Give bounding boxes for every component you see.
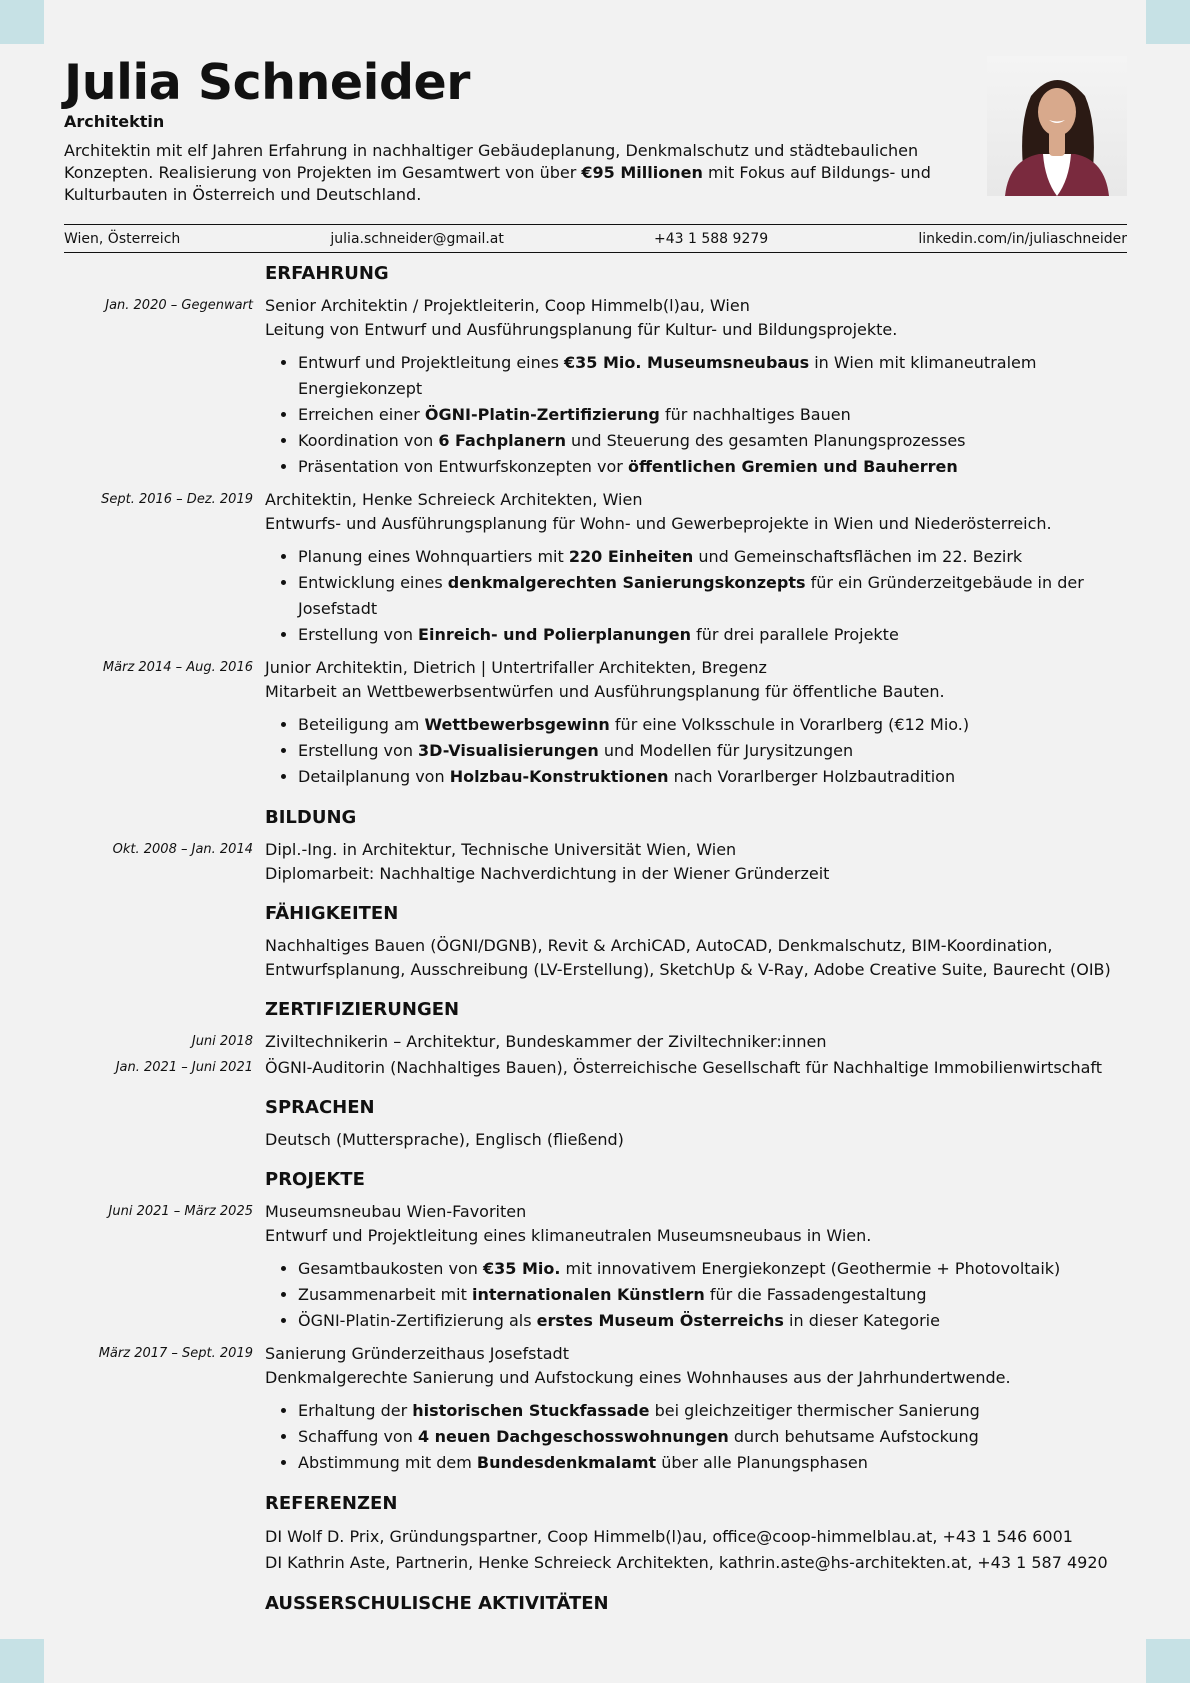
experience-section [64,262,1127,790]
text-run: Gesamtbaukosten von [298,1259,483,1278]
text-run: Schaffung von [298,1427,418,1446]
projects-list [64,1200,1127,1476]
highlight-text: €95 Millionen [581,163,703,182]
entry-row [64,488,1127,648]
highlight-text: denkmalgerechten Sanierungskonzepts [447,573,806,592]
highlight-text: historischen Stuckfassade [412,1401,650,1420]
profile-photo [987,56,1127,196]
text-run: Architektin mit elf Jahren Erfahrung in nachhaltiger Gebäudeplanung, Denkmalschutz und städtebaulichen Konzepten. Realisierung von Projekten im Gesamtwert von über [64,141,919,182]
bullet-list [265,350,1127,480]
bullet-item [298,1450,1127,1476]
bullet-item [298,764,1127,790]
certification-text: Ziviltechnikerin – Architektur, Bundeskammer der Ziviltechniker:innen [265,1032,827,1051]
contact-linkedin[interactable]: linkedin.com/in/juliaschneider [918,230,1127,247]
highlight-text: öffentlichen Gremien und Bauherren [627,457,958,476]
highlight-text: internationalen Künstlern [471,1285,705,1304]
entry-heading: Junior Architektin, Dietrich | Untertrifaller Architekten, Bregenz [265,658,767,677]
text-run: und Steuerung des gesamten Planungsprozesses [565,431,966,450]
bullet-item [298,570,1127,622]
text-run: für eine Volksschule in Vorarlberg (€12 Mio.) [609,715,970,734]
activities-section [64,1592,1127,1616]
text-run: Erstellung von [298,625,419,644]
bullet-item [298,738,1127,764]
text-run: für ein Gründerzeitgebäude in der Josefstadt [298,573,1084,618]
entry-row [64,1200,1127,1334]
bullet-item [298,402,1127,428]
highlight-text: €35 Mio. Museumsneubaus [564,353,810,372]
section-title: AUSSERSCHULISCHE AKTIVITÄTEN [265,1593,609,1614]
highlight-text: €35 Mio. [483,1259,561,1278]
section-title: BILDUNG [265,807,357,828]
bullet-item [298,1256,1127,1282]
text-run: Zusammenarbeit mit [298,1285,472,1304]
entry-body [265,294,1127,480]
highlight-text: Bundesdenkmalamt [476,1453,657,1472]
contact-phone[interactable]: +43 1 588 9279 [654,230,769,247]
highlight-text: Holzbau-Konstruktionen [449,767,669,786]
section-title: FÄHIGKEITEN [265,903,399,924]
skills-section [64,902,1127,982]
section-title: REFERENZEN [265,1493,398,1514]
entry-date: Juni 2021 – März 2025 [108,1204,253,1219]
projects-section [64,1168,1127,1476]
education-section [64,806,1127,886]
entry-row [64,294,1127,480]
certifications-section [64,998,1127,1080]
section-title: SPRACHEN [265,1097,375,1118]
entry-body [265,1342,1127,1476]
entry-body [265,488,1127,648]
contact-bar [64,224,1127,253]
text-run: Entwicklung eines [298,573,448,592]
corner-decoration [0,0,44,44]
entry-body [265,838,1127,886]
entry-description: Entwurf und Projektleitung eines klimaneutralen Museumsneubaus in Wien. [265,1226,872,1245]
entry-row [64,1342,1127,1476]
bullet-list [265,712,1127,790]
entry-heading: Architektin, Henke Schreieck Architekten, Wien [265,490,643,509]
entry-date: Jan. 2020 – Gegenwart [105,298,253,313]
text-run: Planung eines Wohnquartiers mit [298,547,569,566]
text-run: in dieser Kategorie [783,1311,940,1330]
entry-heading: Sanierung Gründerzeithaus Josefstadt [265,1344,569,1363]
highlight-text: erstes Museum Österreichs [536,1311,784,1330]
entry-date: März 2017 – Sept. 2019 [98,1346,253,1361]
profile-summary [64,140,964,206]
contact-location: Wien, Österreich [64,230,181,247]
text-run: und Gemeinschaftsflächen im 22. Bezirk [693,547,1023,566]
bullet-item [298,1398,1127,1424]
entry-heading: Museumsneubau Wien-Favoriten [265,1202,527,1221]
bullet-list [265,1256,1127,1334]
references-list [64,1524,1127,1576]
corner-decoration [0,1639,44,1683]
certification-text: ÖGNI-Auditorin (Nachhaltiges Bauen), Österreichische Gesellschaft für Nachhaltige Immobilienwirtschaft [265,1058,1103,1077]
entry-date: Okt. 2008 – Jan. 2014 [112,842,253,857]
candidate-role: Architektin [64,112,165,131]
entry-row [64,656,1127,790]
bullet-item [298,428,1127,454]
portrait-illustration [987,56,1127,196]
text-run: mit innovativem Energiekonzept (Geothermie + Photovoltaik) [560,1259,1061,1278]
text-run: und Modellen für Jurysitzungen [598,741,854,760]
entry-description: Entwurfs- und Ausführungsplanung für Wohn- und Gewerbeprojekte in Wien und Niederösterreich. [265,514,1052,533]
text-run: bei gleichzeitiger thermischer Sanierung [649,1401,980,1420]
entry-description: Leitung von Entwurf und Ausführungsplanung für Kultur- und Bildungsprojekte. [265,320,898,339]
resume-header [64,54,1127,204]
text-run: für nachhaltiges Bauen [659,405,851,424]
bullet-item [298,712,1127,738]
entry-description: Diplomarbeit: Nachhaltige Nachverdichtung in der Wiener Gründerzeit [265,864,830,883]
section-title: ZERTIFIZIERUNGEN [265,999,460,1020]
corner-decoration [1146,0,1190,44]
text-run: Detailplanung von [298,767,450,786]
bullet-item [298,454,1127,480]
highlight-text: ÖGNI-Platin-Zertifizierung [424,405,660,424]
highlight-text: Wettbewerbsgewinn [424,715,610,734]
text-run: Erreichen einer [298,405,425,424]
text-run: Erstellung von [298,741,419,760]
contact-email[interactable]: julia.schneider@gmail.at [330,230,504,247]
text-run: über alle Planungsphasen [656,1453,868,1472]
resume-content [64,262,1127,1632]
text-run: Koordination von [298,431,439,450]
highlight-text: 220 Einheiten [568,547,694,566]
text-run: mit Fokus auf Bildungs- und Kulturbauten in Österreich und Deutschland. [64,163,931,204]
highlight-text: 6 Fachplanern [438,431,566,450]
highlight-text: Einreich- und Polierplanungen [418,625,691,644]
text-run: Präsentation von Entwurfskonzepten vor [298,457,628,476]
certification-row [64,1056,1127,1080]
bullet-item [298,622,1127,648]
bullet-item [298,544,1127,570]
entry-description: Denkmalgerechte Sanierung und Aufstockung eines Wohnhauses aus der Jahrhundertwende. [265,1368,1011,1387]
highlight-text: 3D-Visualisierungen [418,741,599,760]
bullet-item [298,1282,1127,1308]
references-section [64,1492,1127,1576]
text-run: ÖGNI-Platin-Zertifizierung als [298,1311,537,1330]
certification-row [64,1030,1127,1054]
experience-list [64,294,1127,790]
text-run: in Wien mit klimaneutralem Energiekonzept [298,353,1037,398]
skills-text: Nachhaltiges Bauen (ÖGNI/DGNB), Revit & ArchiCAD, AutoCAD, Denkmalschutz, BIM-Koordination, Entwurfsplanung, Ausschreibung (LV-Erstellung), SketchUp & V-Ray, Adobe Creative Suite, Baurecht (OIB) [265,936,1111,979]
entry-description: Mitarbeit an Wettbewerbsentwürfen und Ausführungsplanung für öffentliche Bauten. [265,682,945,701]
text-run: Abstimmung mit dem [298,1453,477,1472]
certifications-list [64,1030,1127,1080]
entry-body [265,1200,1127,1334]
entry-row [64,838,1127,886]
text-run: für drei parallele Projekte [691,625,899,644]
bullet-item [298,1424,1127,1450]
section-title: ERFAHRUNG [265,263,389,284]
entry-body [265,656,1127,790]
section-title: PROJEKTE [265,1169,365,1190]
education-list [64,838,1127,886]
candidate-name: Julia Schneider [64,54,470,111]
text-run: Beteiligung am [298,715,425,734]
languages-text: Deutsch (Muttersprache), Englisch (fließend) [265,1130,624,1149]
entry-heading: Dipl.-Ing. in Architektur, Technische Universität Wien, Wien [265,840,737,859]
certification-date: Juni 2018 [191,1034,253,1049]
text-run: nach Vorarlberger Holzbautradition [668,767,956,786]
text-run: Entwurf und Projektleitung eines [298,353,565,372]
bullet-list [265,544,1127,648]
reference-item: DI Wolf D. Prix, Gründungspartner, Coop Himmelb(l)au, office@coop-himmelblau.at, +43 1 546 6001 [265,1527,1073,1546]
certification-date: Jan. 2021 – Juni 2021 [115,1060,253,1075]
reference-item: DI Kathrin Aste, Partnerin, Henke Schreieck Architekten, kathrin.aste@hs-architekten.at, +43 1 587 4920 [265,1553,1108,1572]
text-run: Erhaltung der [298,1401,413,1420]
text-run: für die Fassadengestaltung [704,1285,927,1304]
bullet-item [298,1308,1127,1334]
bullet-item [298,350,1127,402]
corner-decoration [1146,1639,1190,1683]
entry-date: Sept. 2016 – Dez. 2019 [101,492,253,507]
bullet-list [265,1398,1127,1476]
languages-section [64,1096,1127,1152]
text-run: durch behutsame Aufstockung [728,1427,979,1446]
highlight-text: 4 neuen Dachgeschosswohnungen [417,1427,729,1446]
entry-heading: Senior Architektin / Projektleiterin, Coop Himmelb(l)au, Wien [265,296,750,315]
entry-date: März 2014 – Aug. 2016 [102,660,253,675]
